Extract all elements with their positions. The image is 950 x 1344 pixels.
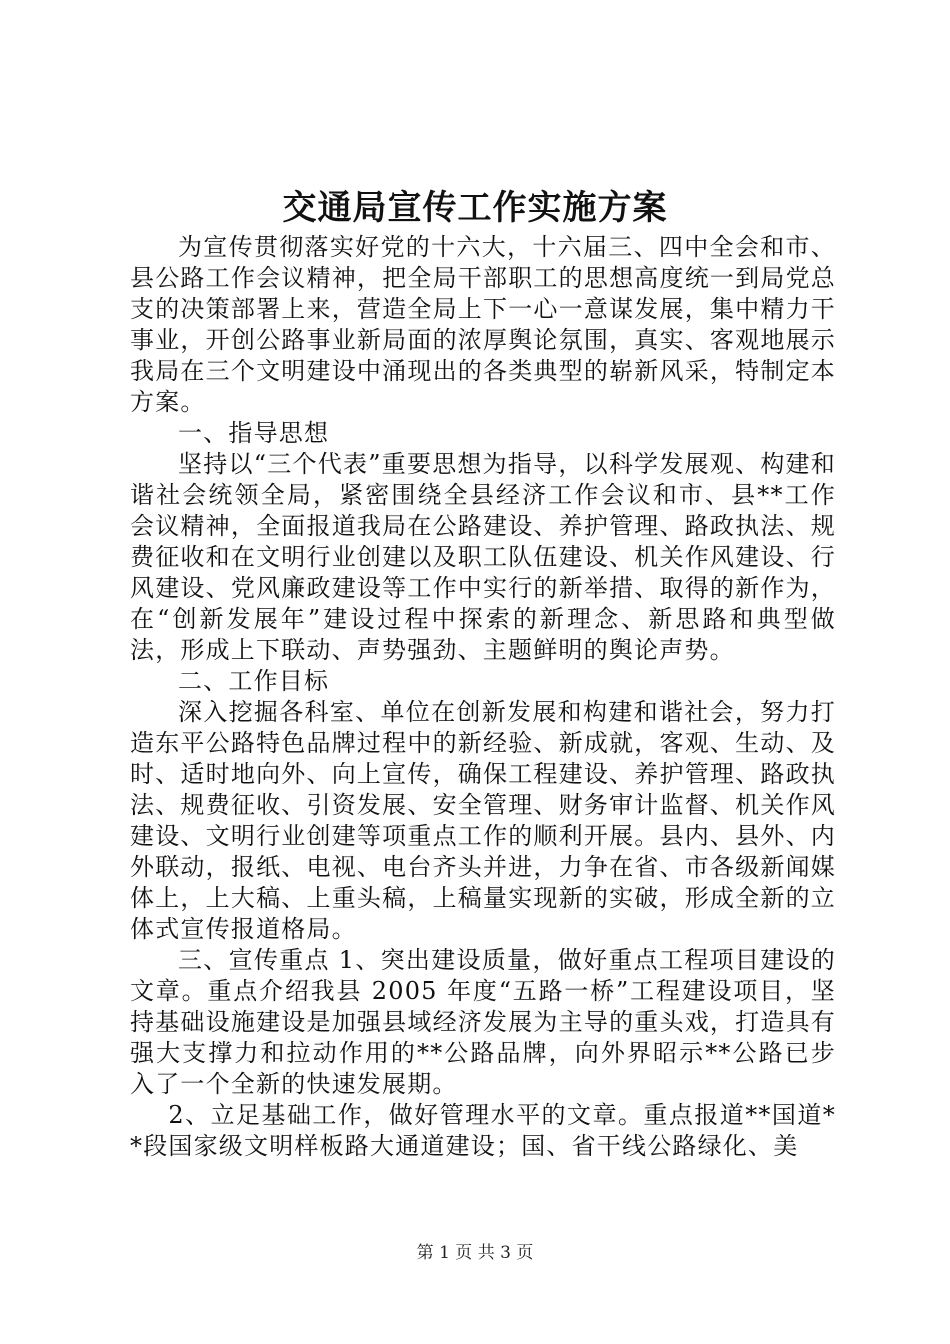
document-body [130, 232, 836, 1162]
section-heading-work-goals: 二、工作目标 [178, 667, 330, 695]
document-title: 交通局宣传工作实施方案 [282, 188, 668, 228]
publicity-focus-paragraph: 三、宣传重点 1、突出建设质量，做好重点工程项目建设的文章。重点介绍我县 2005 年度“五路一桥”工程建设项目，坚持基础设施建设是加强县域经济发展为主导的重头戏，打造具有强大支撑力和拉动作用的**公路品牌，向外界昭示**公路已步入了一个全新的快速发展期。 [130, 946, 836, 1098]
foundation-work-paragraph: 2、立足基础工作，做好管理水平的文章。重点报道**国道**段国家级文明样板路大通道建设；国、省干线公路绿化、美 [130, 1101, 836, 1160]
section-heading-guiding-thought: 一、指导思想 [178, 419, 330, 447]
work-goals-paragraph: 深入挖掘各科室、单位在创新发展和构建和谐社会，努力打造东平公路特色品牌过程中的新经验、新成就，客观、生动、及时、适时地向外、向上宣传，确保工程建设、养护管理、路政执法、规费征收、引资发展、安全管理、财务审计监督、机关作风建设、文明行业创建等项重点工作的顺利开展。县内、县外、内外联动，报纸、电视、电台齐头并进，力争在省、市各级新闻媒体上，上大稿、上重头稿，上稿量实现新的实破，形成全新的立体式宣传报道格局。 [130, 698, 836, 943]
page-footer: 第 1 页 共 3 页 [416, 1243, 534, 1263]
intro-paragraph: 为宣传贯彻落实好党的十六大，十六届三、四中全会和市、县公路工作会议精神，把全局干部职工的思想高度统一到局党总支的决策部署上来，营造全局上下一心一意谋发展，集中精力干事业，开创公路事业新局面的浓厚舆论氛围，真实、客观地展示我局在三个文明建设中涌现出的各类典型的崭新风采，特制定本方案。 [130, 233, 836, 416]
guiding-thought-paragraph: 坚持以“三个代表”重要思想为指导，以科学发展观、构建和谐社会统领全局，紧密围绕全县经济工作会议和市、县**工作会议精神，全面报道我局在公路建设、养护管理、路政执法、规费征收和在文明行业创建以及职工队伍建设、机关作风建设、行风建设、党风廉政建设等工作中实行的新举措、取得的新作为，在“创新发展年”建设过程中探索的新理念、新思路和典型做法，形成上下联动、声势强劲、主题鲜明的舆论声势。 [130, 450, 836, 664]
